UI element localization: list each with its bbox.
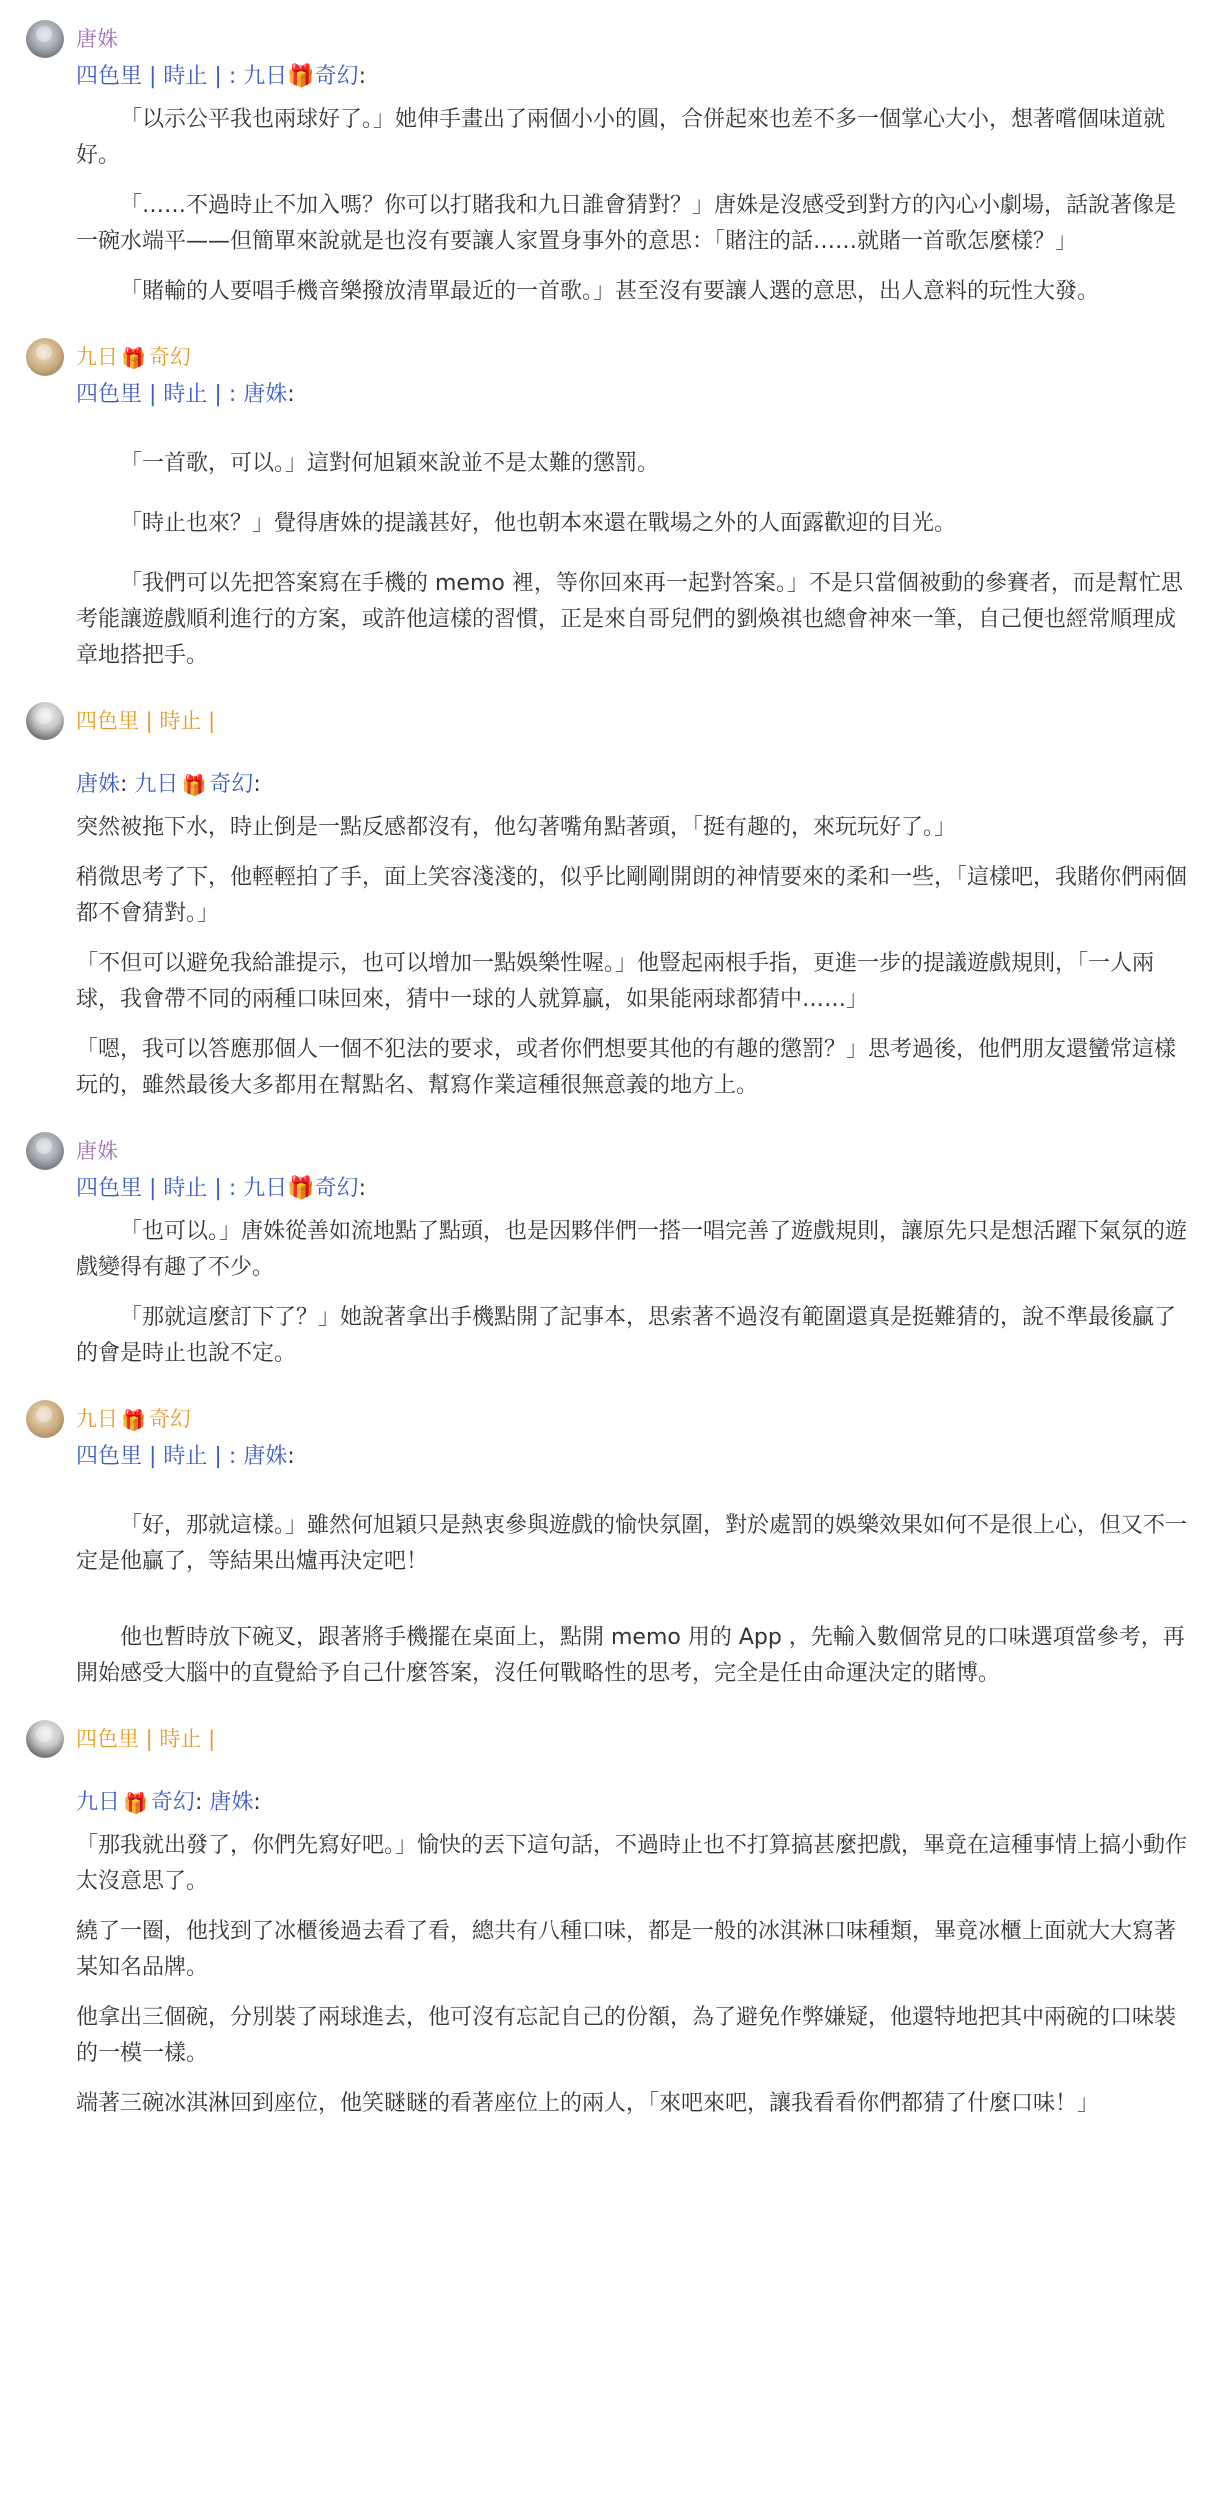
post-body xyxy=(76,1442,1188,1692)
tag-link[interactable]: 四色里 xyxy=(76,382,143,407)
spacer xyxy=(76,740,1188,766)
tag-colon: : xyxy=(253,772,261,797)
tag-separator: | xyxy=(142,64,164,89)
tag-link[interactable]: 九日🎁奇幻 xyxy=(243,64,359,89)
avatar[interactable] xyxy=(26,1400,64,1438)
tag-link[interactable]: 唐姝 xyxy=(243,1444,288,1469)
post xyxy=(26,702,1188,1104)
spacer xyxy=(76,1758,1188,1784)
tag-link[interactable]: 時止 xyxy=(163,1444,208,1469)
avatar[interactable] xyxy=(26,1132,64,1170)
author-name-prefix: 九日 xyxy=(76,344,118,369)
tag-link[interactable]: 唐姝 xyxy=(209,1790,254,1815)
gift-icon: 🎁 xyxy=(181,773,207,797)
paragraph: 「不但可以避免我給誰提示，也可以增加一點娛樂性喔。」他豎起兩根手指，更進一步的提議遊戲規則，「一人兩球，我會帶不同的兩種口味回來，猜中一球的人就算贏，如果能兩球都猜中……」 xyxy=(76,951,1155,1012)
tag-link[interactable] xyxy=(76,1790,195,1815)
avatar[interactable] xyxy=(26,338,64,376)
tag-colon: : xyxy=(287,382,295,407)
author-name[interactable]: 唐姝 xyxy=(76,27,118,51)
paragraph: 「好，那就這樣。」雖然何旭穎只是熱衷參與遊戲的愉快氛圍，對於處罰的娛樂效果如何不是很上心，但又不一定是他贏了，等結果出爐再決定吧！ xyxy=(76,1513,1188,1574)
tag-suffix: 奇幻 xyxy=(209,772,254,797)
post xyxy=(26,338,1188,674)
paragraph: 端著三碗冰淇淋回到座位，他笑瞇瞇的看著座位上的兩人，「來吧來吧，讓我看看你們都猜了什麼口味！」 xyxy=(76,2091,1100,2116)
post-body xyxy=(76,1174,1188,1372)
paragraph: 他拿出三個碗，分別裝了兩球進去，他可沒有忘記自己的份額，為了避免作弊嫌疑，他還特地把其中兩碗的口味裝的一模一樣。 xyxy=(76,2005,1177,2066)
tag-link[interactable]: 四色里 xyxy=(76,1444,143,1469)
author-name[interactable] xyxy=(76,338,191,377)
tag-colon: : xyxy=(287,1444,295,1469)
tag-line xyxy=(76,770,1188,800)
post xyxy=(26,1400,1188,1692)
author-name-suffix: 奇幻 xyxy=(148,1406,191,1431)
tag-link[interactable]: 四色里 xyxy=(76,1176,143,1201)
tag-colon: : xyxy=(358,1176,367,1201)
paragraph: 稍微思考了下，他輕輕拍了手，面上笑容淺淺的，似乎比剛剛開朗的神情要來的柔和一些，「這樣吧，我賭你們兩個都不會猜對。」 xyxy=(76,865,1188,926)
author-name-prefix: 九日 xyxy=(76,1406,118,1431)
paragraph: 突然被拖下水，時止倒是一點反感都沒有，他勾著嘴角點著頭，「挺有趣的，來玩玩好了。」 xyxy=(76,815,957,840)
author-name[interactable]: 四色里 | 時止 | xyxy=(76,709,216,733)
post xyxy=(26,1720,1188,2122)
paragraph: 「以示公平我也兩球好了。」她伸手畫出了兩個小小的圓，合併起來也差不多一個掌心大小，想著嚐個味道就好。 xyxy=(76,107,1166,168)
post-body xyxy=(76,1758,1188,2122)
post-header xyxy=(26,1400,1188,1438)
tag-separator: | : xyxy=(207,382,244,407)
post-body xyxy=(76,380,1188,674)
tag-prefix: 九日 xyxy=(134,772,179,797)
gift-icon: 🎁 xyxy=(123,1791,148,1815)
tag-separator: | xyxy=(142,1176,164,1201)
tag-colon: : xyxy=(120,772,135,797)
paragraph: 「我們可以先把答案寫在手機的 memo 裡，等你回來再一起對答案。」不是只當個被動的參賽者，而是幫忙思考能讓遊戲順利進行的方案，或許他這樣的習慣，正是來自哥兒們的劉煥祺也總會神來一筆，自己便也經常順理成章地搭把手。 xyxy=(76,571,1183,668)
tag-separator: | xyxy=(142,1444,164,1469)
tag-link[interactable]: 唐姝 xyxy=(76,772,121,797)
tag-separator: | : xyxy=(207,1176,244,1201)
gift-icon: 🎁 xyxy=(121,345,146,370)
tag-line xyxy=(76,1788,1188,1818)
tag-line xyxy=(76,380,1188,410)
tag-link[interactable]: 唐姝 xyxy=(243,382,288,407)
avatar[interactable] xyxy=(26,702,64,740)
paragraph: 「時止也來？」覺得唐姝的提議甚好，他也朝本來還在戰場之外的人面露歡迎的目光。 xyxy=(120,511,957,536)
paragraph: 「也可以。」唐姝從善如流地點了點頭，也是因夥伴們一搭一唱完善了遊戲規則，讓原先只是想活躍下氣氛的遊戲變得有趣了不少。 xyxy=(76,1219,1188,1280)
author-name[interactable] xyxy=(76,1400,191,1439)
tag-colon: : xyxy=(253,1790,261,1815)
tag-suffix: 奇幻 xyxy=(150,1790,195,1815)
paragraph: 「一首歌，可以。」這對何旭穎來說並不是太難的懲罰。 xyxy=(120,451,660,476)
post-body xyxy=(76,62,1188,310)
tag-separator: | : xyxy=(207,1444,244,1469)
paragraph: 「那我就出發了，你們先寫好吧。」愉快的丟下這句話，不過時止也不打算搞甚麼把戲，畢竟在這種事情上搞小動作太沒意思了。 xyxy=(76,1833,1188,1894)
avatar[interactable] xyxy=(26,20,64,58)
tag-link[interactable]: 時止 xyxy=(163,382,208,407)
tag-link[interactable]: 九日🎁奇幻 xyxy=(243,1176,359,1201)
author-name-suffix: 奇幻 xyxy=(148,344,191,369)
author-name[interactable]: 唐姝 xyxy=(76,1139,118,1163)
paragraph: 他也暫時放下碗叉，跟著將手機擺在桌面上，點開 memo 用的 App ，先輸入數個常見的口味選項當參考，再開始感受大腦中的直覺給予自己什麼答案，沒任何戰略性的思考，完全是任由命運決定的賭博。 xyxy=(76,1625,1185,1686)
paragraph: 繞了一圈，他找到了冰櫃後過去看了看，總共有八種口味，都是一般的冰淇淋口味種類，畢竟冰櫃上面就大大寫著某知名品牌。 xyxy=(76,1919,1177,1980)
post-header xyxy=(26,20,1188,58)
paragraph: 「那就這麼訂下了？」她說著拿出手機點開了記事本，思索著不過沒有範圍還真是挺難猜的，說不準最後贏了的會是時止也說不定。 xyxy=(76,1305,1177,1366)
post-header xyxy=(26,1720,1188,1758)
spacer xyxy=(76,496,1188,506)
tag-separator: | : xyxy=(207,64,244,89)
spacer xyxy=(76,556,1188,566)
tag-separator: | xyxy=(142,382,164,407)
tag-prefix: 九日 xyxy=(76,1790,121,1815)
tag-line xyxy=(76,1174,1188,1204)
post-header xyxy=(26,1132,1188,1170)
post xyxy=(26,20,1188,310)
tag-link[interactable]: 時止 xyxy=(163,64,208,89)
paragraph: 「嗯，我可以答應那個人一個不犯法的要求，或者你們想要其他的有趣的懲罰？」思考過後，他們朋友還蠻常這樣玩的，雖然最後大多都用在幫點名、幫寫作業這種很無意義的地方上。 xyxy=(76,1037,1177,1098)
avatar[interactable] xyxy=(26,1720,64,1758)
tag-colon: : xyxy=(358,64,367,89)
tag-link[interactable]: 四色里 xyxy=(76,64,143,89)
paragraph: 「賭輸的人要唱手機音樂撥放清單最近的一首歌。」甚至沒有要讓人選的意思，出人意料的玩性大發。 xyxy=(120,279,1100,304)
tag-link[interactable]: 時止 xyxy=(163,1176,208,1201)
spacer xyxy=(76,1482,1188,1508)
post xyxy=(26,1132,1188,1372)
spacer xyxy=(76,1594,1188,1620)
tag-colon: : xyxy=(194,1790,210,1815)
spacer xyxy=(76,420,1188,446)
post-header xyxy=(26,338,1188,376)
gift-icon: 🎁 xyxy=(121,1407,146,1432)
tag-line xyxy=(76,62,1188,92)
post-body xyxy=(76,740,1188,1104)
post-header xyxy=(26,702,1188,740)
tag-line xyxy=(76,1442,1188,1472)
tag-link[interactable] xyxy=(134,772,253,797)
author-name[interactable]: 四色里 | 時止 | xyxy=(76,1727,216,1751)
paragraph: 「……不過時止不加入嗎？你可以打賭我和九日誰會猜對？」唐姝是沒感受到對方的內心小劇場，話說著像是一碗水端平——但簡單來說就是也沒有要讓人家置身事外的意思：「賭注的話……就賭一首歌怎麼樣？」 xyxy=(76,193,1177,254)
